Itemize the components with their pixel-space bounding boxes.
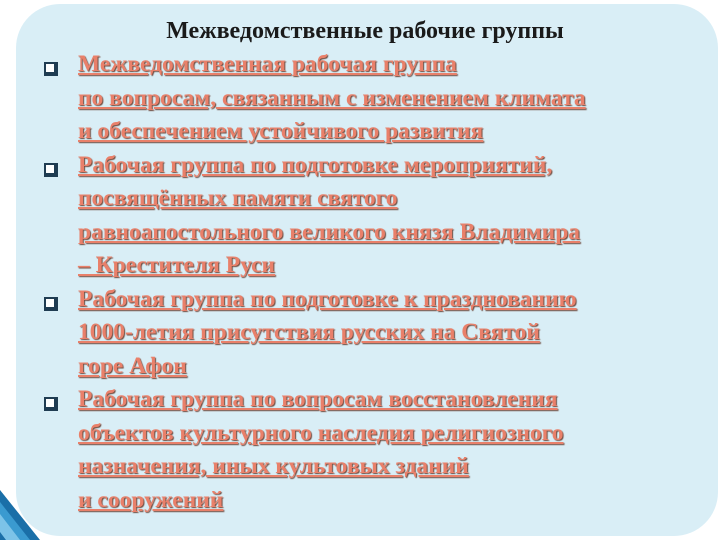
checkbox-bullet-icon <box>44 397 58 411</box>
bullet-list <box>30 48 710 517</box>
checkbox-bullet-icon <box>44 297 58 311</box>
item-line: – Крестителя Руси <box>78 252 276 278</box>
list-item <box>30 383 710 517</box>
item-line: Рабочая группа по вопросам восстановления <box>78 386 558 412</box>
list-item <box>30 283 710 384</box>
item-line: 1000-летия присутствия русских на Святой <box>78 319 540 345</box>
checkbox-bullet-icon <box>44 62 58 76</box>
item-line: Рабочая группа по подготовке к празднованию <box>78 285 577 312</box>
checkbox-bullet-icon <box>44 163 58 177</box>
item-line: горе Афон <box>78 352 187 379</box>
item-line: Межведомственная рабочая группа <box>78 51 457 77</box>
item-line: назначения, иных культовых зданий <box>78 453 469 479</box>
item-line: равноапостольного великого князя Владимира <box>78 218 581 245</box>
item-line: и обеспечением устойчивого развития <box>78 118 484 144</box>
item-line: Рабочая группа по подготовке мероприятий, <box>78 151 553 178</box>
item-line: объектов культурного наследия религиозного <box>78 419 564 446</box>
list-item <box>30 48 710 149</box>
item-line: посвящённых памяти святого <box>78 185 398 211</box>
item-line: по вопросам, связанным с изменением климата <box>78 84 586 111</box>
slide-title: Межведомственные рабочие группы <box>166 18 564 44</box>
item-line: и сооружений <box>78 486 224 513</box>
list-item <box>30 149 710 283</box>
